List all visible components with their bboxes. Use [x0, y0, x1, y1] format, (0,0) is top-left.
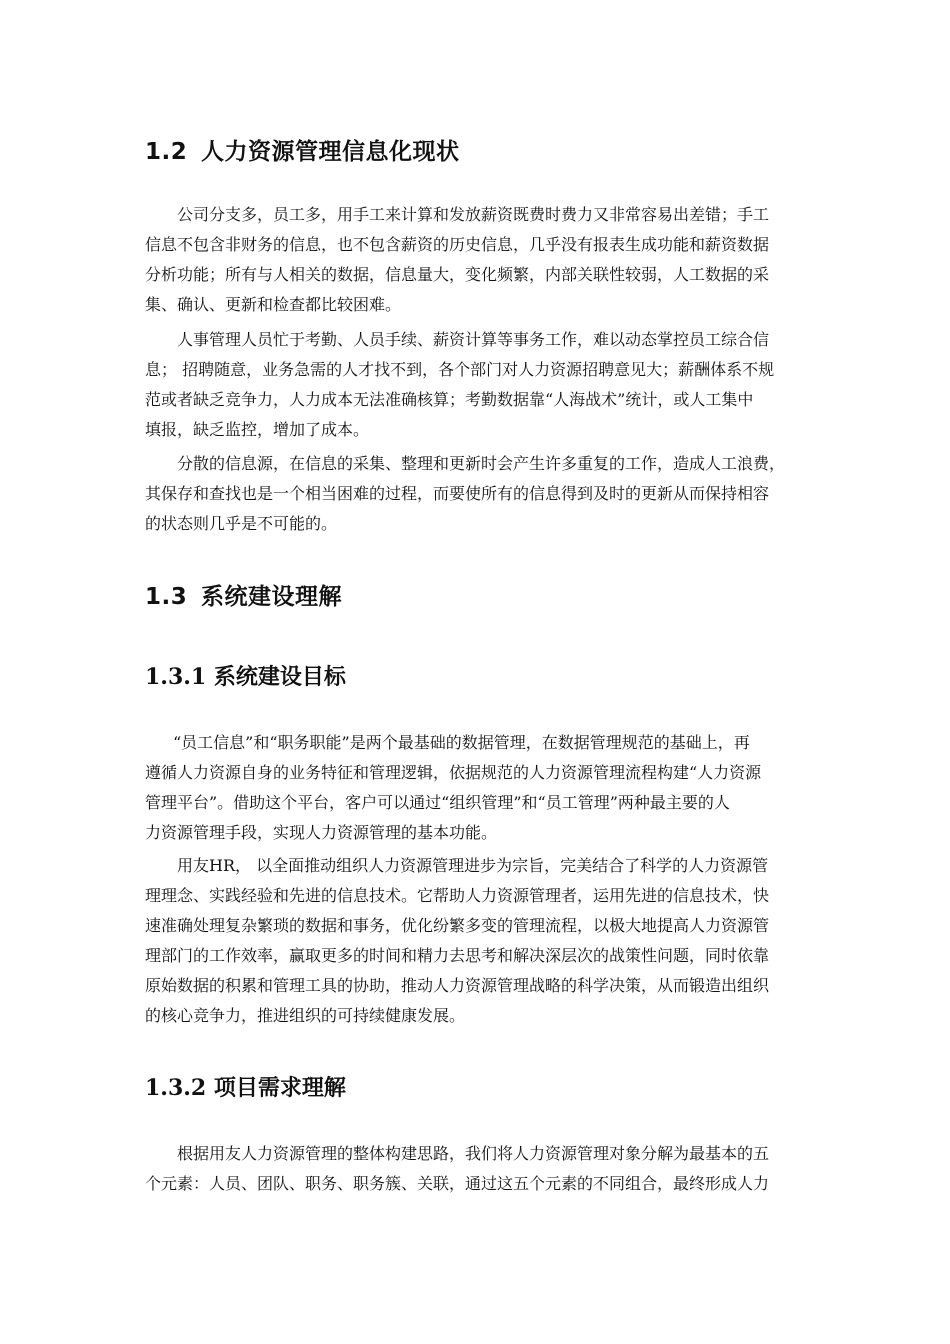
paragraph-line: 遵循人力资源自身的业务特征和管理逻辑，依据规范的人力资源管理流程构建“人力资源 — [145, 763, 762, 782]
paragraph-line: 其保存和查找也是一个相当困难的过程，而要使所有的信息得到及时的更新从而保持相容 — [145, 484, 770, 503]
paragraph-3 — [145, 449, 825, 539]
paragraph-line: “员工信息”和“职务职能”是两个最基础的数据管理，在数据管理规范的基础上，再 — [173, 733, 750, 752]
section-heading-1-2 — [145, 133, 460, 166]
paragraph-line: 填报，缺乏监控，增加了成本。 — [145, 420, 370, 439]
paragraph-line: 管理平台”。借助这个平台，客户可以通过“组织管理”和“员工管理”两种最主要的人 — [145, 793, 730, 812]
paragraph-4 — [145, 728, 825, 848]
subsection-heading-1-3-1: 1.3.1 系统建设目标 — [145, 664, 346, 690]
paragraph-6 — [145, 1139, 825, 1199]
paragraph-5 — [145, 851, 825, 1031]
paragraph-1 — [145, 200, 825, 320]
paragraph-line: 力资源管理手段，实现人力资源管理的基本功能。 — [145, 823, 498, 842]
paragraph-line: 的状态则几乎是不可能的。 — [145, 514, 338, 533]
paragraph-line: 集、确认、更新和检查都比较困难。 — [145, 295, 402, 314]
paragraph-line: 范或者缺乏竞争力，人力成本无法准确核算；考勤数据靠“人海战术”统计，或人工集中 — [145, 390, 754, 409]
section-heading-1-3 — [145, 578, 342, 611]
subsection-heading-1-3-2: 1.3.2 项目需求理解 — [145, 1075, 346, 1101]
paragraph-line: 公司分支多，员工多，用手工来计算和发放薪资既费时费力又非常容易出差错；手工 — [177, 205, 770, 224]
paragraph-line: 理理念、实践经验和先进的信息技术。它帮助人力资源管理者，运用先进的信息技术，快 — [145, 886, 770, 905]
section-number: 1.2 — [145, 139, 188, 165]
section-title: 人力资源管理信息化现状 — [201, 139, 460, 165]
paragraph-line: 的核心竞争力，推进组织的可持续健康发展。 — [145, 1006, 466, 1025]
paragraph-line: 信息不包含非财务的信息，也不包含薪资的历史信息，几乎没有报表生成功能和薪资数据 — [145, 235, 770, 254]
paragraph-line: 分散的信息源，在信息的采集、整理和更新时会产生许多重复的工作，造成人工浪费， — [177, 454, 786, 473]
paragraph-line: 个元素：人员、团队、职务、职务簇、关联，通过这五个元素的不同组合，最终形成人力 — [145, 1174, 770, 1193]
paragraph-line: 速准确处理复杂繁琐的数据和事务，优化纷繁多变的管理流程，以极大地提高人力资源管 — [145, 916, 770, 935]
paragraph-line: 根据用友人力资源管理的整体构建思路，我们将人力资源管理对象分解为最基本的五 — [177, 1144, 770, 1163]
paragraph-line: 息； 招聘随意，业务急需的人才找不到，各个部门对人力资源招聘意见大；薪酬体系不规 — [145, 360, 775, 379]
paragraph-line: 用友HR， 以全面推动组织人力资源管理进步为宗旨，完美结合了科学的人力资源管 — [177, 856, 769, 875]
paragraph-line: 人事管理人员忙于考勤、人员手续、薪资计算等事务工作，难以动态掌控员工综合信 — [177, 330, 770, 349]
paragraph-line: 分析功能；所有与人相关的数据，信息量大，变化频繁，内部关联性较弱，人工数据的采 — [145, 265, 770, 284]
section-number: 1.3 — [145, 584, 188, 610]
paragraph-2 — [145, 325, 825, 445]
paragraph-line: 原始数据的积累和管理工具的协助，推动人力资源管理战略的科学决策，从而锻造出组织 — [145, 976, 770, 995]
paragraph-line: 理部门的工作效率，赢取更多的时间和精力去思考和解决深层次的战策性问题，同时依靠 — [145, 946, 770, 965]
section-title: 系统建设理解 — [201, 584, 342, 610]
